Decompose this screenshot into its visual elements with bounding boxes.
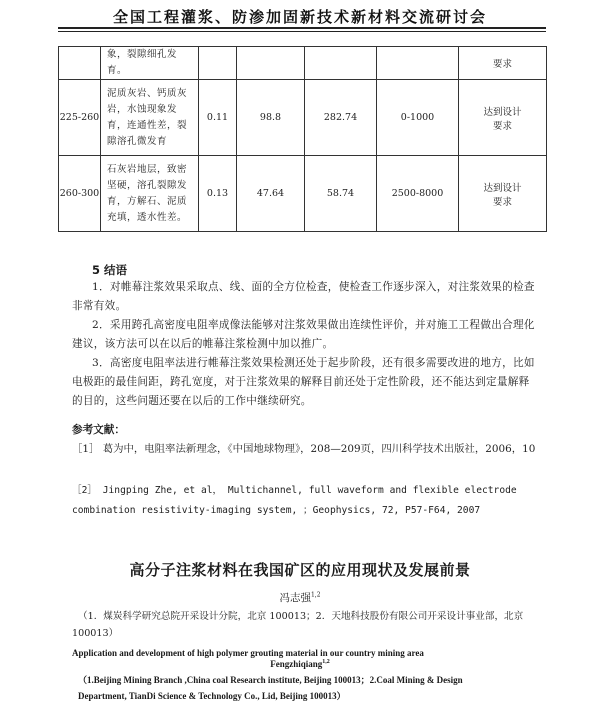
reference-1	[72, 439, 542, 459]
table-cell	[59, 47, 101, 80]
article-author	[0, 590, 600, 605]
conclusion-paragraph-1: 1．对帷幕注浆效果采取点、线、面的全方位检查，使检查工作逐步深入，对注浆效果的检查非常有效。	[72, 281, 535, 312]
reference-text: Jingping Zhe, et al， Multichannel, full waveform and flexible electrode combination resistivity-imaging system, ；Geophysics, 72, P57-F64, 2007	[72, 485, 517, 516]
table-cell	[377, 47, 459, 80]
table-row	[59, 47, 547, 80]
references-heading: 参考文献：	[72, 424, 125, 436]
table-cell-value: 58.74	[305, 156, 377, 232]
table-cell-description: 石灰岩地层，致密坚硬，溶孔裂隙发育，方解石、泥质充填，透水性差。	[101, 156, 199, 232]
conclusion-paragraph-3: 3．高密度电阻率法进行帷幕注浆效果检测还处于起步阶段，还有很多需要改进的地方，比如电极距的最佳间距，跨孔宽度，对于注浆效果的解释目前还处于定性阶段，还不能达到定量解释的目的，这些问题还要在以后的工作中继续研究。	[72, 357, 535, 407]
table-cell-value: 0.11	[199, 80, 237, 156]
article-title: 高分子注浆材料在我国矿区的应用现状及发展前景	[129, 561, 471, 579]
reference-tag: ［2］	[72, 485, 97, 496]
table-cell-evaluation: 达到设计要求	[459, 80, 547, 156]
table-cell-depth: 225-260	[59, 80, 101, 156]
english-affiliation-line-1: （1.Beijing Mining Branch ,China coal Research institute, Beijing 100013；2.Coal Mining & Design	[78, 675, 463, 685]
english-affiliation-line-2: Department, TianDi Science & Technology Co., Lid, Beijing 100013）	[78, 691, 346, 701]
table-row	[59, 156, 547, 232]
article-affiliation: （1．煤炭科学研究总院开采设计分院，北京 100013；2．天地科技股份有限公司开采设计事业部，北京 100013）	[72, 611, 524, 639]
table-cell-description: 泥质灰岩、钙质灰岩，水蚀现象发育，连通性差，裂隙溶孔微发育	[101, 80, 199, 156]
section-heading: 5 结语	[92, 263, 128, 277]
table-cell	[305, 47, 377, 80]
table-cell-depth: 260-300	[59, 156, 101, 232]
table-cell	[237, 47, 305, 80]
header-rule	[58, 27, 546, 29]
results-table	[58, 46, 547, 232]
reference-text: 葛为中，电阻率法新理念，《中国地球物理》，208—209页，四川科学技术出版社，2006，10	[102, 443, 536, 455]
english-author-superscript: 1,2	[322, 659, 330, 665]
reference-2	[72, 481, 542, 521]
table-cell-value: 47.64	[237, 156, 305, 232]
english-author	[0, 659, 600, 669]
english-affiliation	[78, 672, 552, 704]
table-cell	[199, 47, 237, 80]
author-name: 冯志强	[279, 592, 311, 604]
table-cell-value: 98.8	[237, 80, 305, 156]
table-cell-evaluation: 达到设计要求	[459, 156, 547, 232]
table-row	[59, 80, 547, 156]
conclusion-paragraph-2: 2．采用跨孔高密度电阻率成像法能够对注浆效果做出连续性评价，并对施工工程做出合理化建议，该方法可以在以后的帷幕注浆检测中加以推广。	[72, 319, 535, 350]
english-title: Application and development of high polymer grouting material in our country mining area	[72, 648, 424, 658]
reference-tag: ［1］	[72, 443, 100, 455]
table-cell-description: 象，裂隙细孔发育。	[101, 47, 199, 80]
table-cell-value: 282.74	[305, 80, 377, 156]
table-cell-evaluation: 要求	[459, 47, 547, 80]
table-cell-range: 2500-8000	[377, 156, 459, 232]
conference-header: 全国工程灌浆、防渗加固新技术新材料交流研讨会	[112, 8, 487, 26]
header-rule-thin	[58, 31, 546, 32]
table-cell-value: 0.13	[199, 156, 237, 232]
table-cell-range: 0-1000	[377, 80, 459, 156]
author-superscript: 1,2	[310, 591, 321, 599]
english-author-name: Fengzhiqiang	[270, 659, 323, 669]
